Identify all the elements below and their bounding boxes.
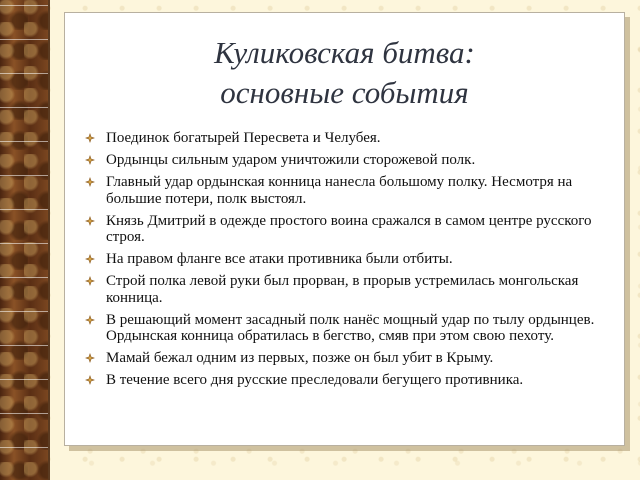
list-item-text: Поединок богатырей Пересвета и Челубея. [106, 130, 381, 146]
list-item-text: В решающий момент засадный полк нанёс мощный удар по тылу ордынцев. Ордынская конница обратилась в бегство, смяв при этом свою пехоту. [106, 311, 595, 344]
list-item-text: Ордынцы сильным ударом уничтожили сторожевой полк. [106, 152, 476, 168]
decorative-side-strip [0, 0, 48, 480]
star-burst-icon [85, 155, 95, 165]
star-burst-icon [85, 177, 95, 187]
list-item [83, 174, 613, 207]
list-item-text: Князь Дмитрий в одежде простого воина сражался в самом центре русского строя. [106, 212, 592, 245]
list-item-text: Мамай бежал одним из первых, позже он был убит в Крыму. [106, 350, 494, 366]
side-strip-divider [48, 0, 50, 480]
list-item [83, 372, 613, 389]
slide-title-line-2: основные события [220, 75, 469, 110]
star-burst-icon [85, 133, 95, 143]
star-burst-icon [85, 216, 95, 226]
event-bullet-list [83, 130, 613, 394]
list-item [83, 273, 613, 306]
slide-title [65, 33, 624, 113]
star-burst-icon [85, 375, 95, 385]
slide-title-line-1: Куликовская битва: [214, 35, 475, 70]
list-item-text: На правом фланге все атаки противника были отбиты. [106, 251, 453, 267]
list-item [83, 213, 613, 246]
star-burst-icon [85, 315, 95, 325]
slide-content-box [64, 12, 625, 446]
list-item [83, 350, 613, 367]
list-item [83, 312, 613, 345]
star-burst-icon [85, 276, 95, 286]
list-item [83, 251, 613, 268]
list-item [83, 152, 613, 169]
star-burst-icon [85, 254, 95, 264]
list-item-text: В течение всего дня русские преследовали бегущего противника. [106, 372, 524, 388]
list-item-text: Строй полка левой руки был прорван, в прорыв устремилась монгольская конница. [106, 273, 579, 306]
list-item-text: Главный удар ордынская конница нанесла большому полку. Несмотря на большие потери, полк выстоял. [106, 174, 573, 207]
list-item [83, 130, 613, 147]
star-burst-icon [85, 353, 95, 363]
